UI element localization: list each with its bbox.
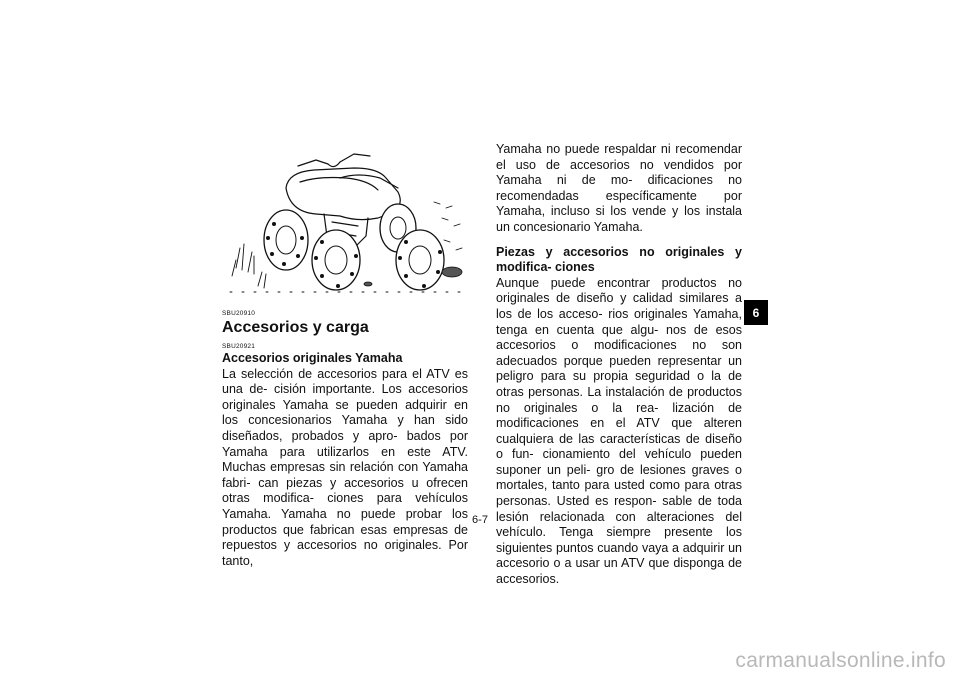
paragraph: La selección de accesorios para el ATV es una de- cisión importante. Los accesorios originales Yamaha se pueden adquirir en los concesionarios Yamaha y han sido diseñados, probados y apro- bados por Yamaha para utilizarlos en este ATV. Muchas empresas sin relación con Yamaha fabri- can piezas y accesorios u ofrecen otras modifica- ciones para vehículos Yamaha. Yamaha no puede probar los productos que fabrican esas empresas de repuestos y accesorios no originales. Por tanto,	[222, 366, 469, 568]
section-code: SBU20910	[222, 310, 256, 317]
paragraph: Yamaha no puede respaldar ni recomendar el uso de accesorios no vendidos por Yamaha ni de mo- dificaciones no recomendadas específicamente por Yamaha, incluso si los vende y los instala un concesionario Yamaha.	[496, 142, 742, 234]
left-column	[222, 310, 468, 569]
page-number: 6-7	[472, 514, 488, 526]
atv-illustration-icon	[228, 148, 468, 298]
chapter-tab: 6	[744, 300, 768, 325]
section-title: Accesorios y carga	[222, 319, 369, 336]
paragraph: Aunque puede encontrar productos no originales de diseño y calidad similares a los de los acceso- rios originales Yamaha, tenga en cuenta que algu- nos de esos accesorios o modificaciones no son adecuados porque pueden representar un peligro para su propia seguridad o la de otras personas. La instalación de productos no originales o la rea- lización de modificaciones en el ATV que alteren cualquiera de las características de diseño o fun- cionamiento del vehículo pueden suponer un peli- gro de lesiones graves o mortales, tanto para usted como para otras personas. Usted es respon- sable de toda lesión relacionada con alteraciones del vehículo. Tenga siempre presente los siguientes puntos cuando vaya a adquirir un accesorio o a usar un ATV que disponga de accesorios.	[496, 275, 743, 587]
watermark: carmanualsonline.info	[735, 649, 946, 672]
subsection-code: SBU20921	[222, 343, 256, 350]
subsection-title: Piezas y accesorios no originales y modifica- ciones	[496, 244, 742, 275]
subsection-title: Accesorios originales Yamaha	[222, 351, 403, 365]
